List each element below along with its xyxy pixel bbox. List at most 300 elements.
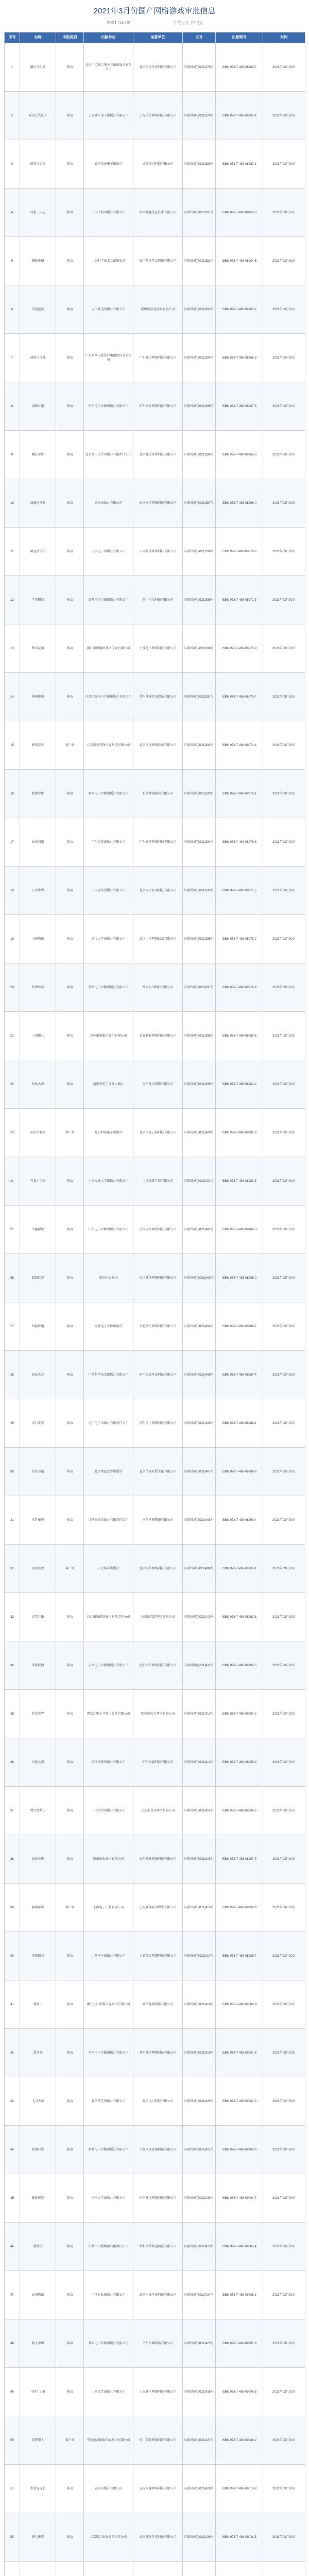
cell-col-category: 移动 [56,2319,84,2368]
cell-col-publisher: 山西电子出版社有限公司 [84,1932,133,1980]
cell-col-publisher: 甘肃电子音像出版社有限公司 [84,2319,133,2368]
cell-col-index: 42 [5,2029,20,2077]
cell-col-operator: 太原精灵网络科技有限公司 [133,1932,183,1980]
cell-col-date: 2021年03月30日 [263,1448,305,1496]
table-row [5,2513,305,2562]
cell-col-publisher: 人民邮电出版社有限公司 [84,285,133,334]
cell-col-publisher: 江苏凤凰电子音像出版社有限公司 [84,673,133,721]
cell-col-name: 餐厅经营记 [20,1787,56,1835]
cell-col-category: 移动 [56,1593,84,1641]
table-row [5,624,305,673]
cell-col-operator: 长春霸业网络科技有限公司 [133,1012,183,1060]
cell-col-index: 9 [5,431,20,479]
cell-col-index: 32 [5,1545,20,1593]
cell-col-date: 2021年03月30日 [263,1351,305,1399]
cell-col-date: 2021年03月30日 [263,1012,305,1060]
article-meta [0,18,309,28]
cell-col-isbn: ISBN 978-7-498-08998-0 [216,1884,263,1932]
cell-col-index: 26 [5,1254,20,1302]
cell-col-isbn: ISBN 978-7-498-08997-3 [216,1835,263,1884]
cell-col-operator: 福州渔乐网络有限公司 [133,1060,183,1109]
cell-col-name: 极速赛车 [20,721,56,770]
cell-col-index: 20 [5,963,20,1012]
cell-col-approval-no: 国新出审[2021]398号 [183,1012,216,1060]
cell-col-date: 2021年03月30日 [263,2271,305,2319]
cell-col-name: 爱消除 [20,2029,56,2077]
cell-col-date: 2021年03月30日 [263,2416,305,2465]
cell-col-operator: 呼和浩特仙途网络有限公司 [133,2223,183,2271]
cell-col-date: 2021年03月30日 [263,431,305,479]
cell-col-isbn: ISBN 978-7-498-08996-6 [216,1787,263,1835]
table-row [5,285,305,334]
cell-col-isbn: ISBN 978-7-498-09009-2 [216,2416,263,2465]
cell-col-index: 4 [5,189,20,237]
cell-col-publisher: 福建省电子音像出版社 [84,1060,133,1109]
cell-col-isbn: ISBN 978-7-498-08968-3 [216,431,263,479]
cell-col-index: 11 [5,528,20,576]
cell-col-publisher: 上海交通大学出版社有限公司 [84,1157,133,1206]
cell-col-isbn: ISBN 978-7-498-08991-1 [216,1545,263,1593]
table-row [5,2126,305,2174]
cell-col-date: 2021年03月30日 [263,2126,305,2174]
cell-col-name [20,2562,56,2576]
cell-col-name: 像素冒险 [20,770,56,818]
cell-col-operator: 天津萌动网络科技有限公司 [133,528,183,576]
cell-col-name: 方块世界 [20,867,56,915]
cell-col-date: 2021年03月30日 [263,237,305,285]
cell-col-name: 水果连连看 [20,2465,56,2513]
table-row [5,237,305,285]
table-row [5,2465,305,2513]
cell-col-index: 15 [5,721,20,770]
cell-col-category: 移动 [56,1448,84,1496]
cell-col-category: 移动 [56,2271,84,2319]
cell-col-isbn: ISBN 978-7-498-08976-8 [216,818,263,867]
cell-col-isbn: ISBN 978-7-498-08977-5 [216,867,263,915]
cell-col-approval-no [183,2562,216,2576]
cell-col-index: 21 [5,1012,20,1060]
table-row [5,2368,305,2416]
cell-col-name: 仙侠问道 [20,818,56,867]
cell-col-date: 2021年03月30日 [263,2465,305,2513]
cell-col-date: 2021年03月30日 [263,1690,305,1738]
cell-col-publisher: 中国书籍出版社有限公司 [84,189,133,237]
cell-col-date: 2021年03月30日 [263,1254,305,1302]
cell-col-category: 移动 [56,92,84,140]
cell-col-operator: 北京绿茵网络科技有限公司 [133,1545,183,1593]
cell-col-operator: 北京星际云游科技有限公司 [133,1109,183,1157]
table-row [5,1206,305,1254]
cell-col-index: 5 [5,237,20,285]
cell-col-name: 萌宠消消乐 [20,528,56,576]
cell-col-date: 2021年03月30日 [263,1302,305,1351]
table-row [5,1787,305,1835]
cell-col-name: 飞刀大师 [20,2077,56,2126]
cell-col-operator: 昆明塔防网络科技有限公司 [133,1641,183,1690]
cell-col-category: 移动 [56,431,84,479]
cell-col-approval-no: 国新出审[2021]388号 [183,528,216,576]
cell-col-date: 2021年03月30日 [263,1932,305,1980]
header-col-publisher: 出版单位 [84,32,133,43]
cell-col-category: 移动 [56,2126,84,2174]
cell-col-operator: 广州趣玩网络科技有限公司 [133,334,183,382]
cell-col-approval-no: 国新出审[2021]423号 [183,2223,216,2271]
cell-col-approval-no: 国新出审[2021]429号 [183,2513,216,2562]
cell-col-index: 28 [5,1351,20,1399]
table-row [5,1690,305,1738]
cell-col-publisher: 湖南电子音像出版社有限公司 [84,770,133,818]
cell-col-approval-no: 国新出审[2021]387号 [183,479,216,528]
cell-col-category: 移动 [56,818,84,867]
cell-col-index: 52 [5,2513,20,2562]
cell-col-name: 海岛大亨 [20,1351,56,1399]
cell-col-date: 2021年03月30日 [263,189,305,237]
cell-col-isbn: ISBN 978-7-498-08994-2 [216,1690,263,1738]
cell-col-category: 移动 [56,1060,84,1109]
cell-col-category: 移动 [56,2029,84,2077]
cell-col-date: 2021年03月30日 [263,479,305,528]
cell-col-publisher: 北京科海电子出版社 [84,1109,133,1157]
cell-col-date: 2021年03月30日 [263,818,305,867]
cell-col-date: 2021年03月30日 [263,1593,305,1641]
cell-col-operator: 北京疾速网络技术有限公司 [133,721,183,770]
table-row [5,334,305,382]
cell-col-index: 38 [5,1835,20,1884]
cell-col-operator: 北京魔灵互娱科技有限公司 [133,431,183,479]
cell-col-operator: 北京神兵互娱科技有限公司 [133,2513,183,2562]
table-body [5,43,305,2576]
cell-col-name: 星途远航 [20,285,56,334]
cell-col-date: 2021年03月30日 [263,673,305,721]
cell-col-index: 1 [5,43,20,92]
cell-col-date: 2021年03月30日 [263,528,305,576]
cell-col-isbn: ISBN 978-7-498-08999-7 [216,1932,263,1980]
cell-col-isbn: ISBN 978-7-498-09008-5 [216,2368,263,2416]
cell-col-category: 移动 [56,2077,84,2126]
table-row [5,1448,305,1496]
cell-col-date: 2021年03月30日 [263,334,305,382]
cell-col-category: 移动 [56,237,84,285]
cell-col-name: 宫廷秘史 [20,1496,56,1545]
cell-col-publisher: 北京理工大学出版社有限责任公司 [84,431,133,479]
cell-col-operator: 合肥西行网络科技有限公司 [133,1302,183,1351]
cell-col-operator: 杭州剑影网络科技有限公司 [133,382,183,431]
cell-col-isbn: ISBN 978-7-498-08988-1 [216,1399,263,1448]
table-row [5,915,305,963]
cell-col-approval-no: 国新出审[2021]424号 [183,2271,216,2319]
cell-col-name: 末日求生 [20,1399,56,1448]
cell-col-isbn: ISBN 978-7-498-08979-9 [216,963,263,1012]
table-row [5,1157,305,1206]
cell-col-isbn: ISBN 978-7-498-08971-3 [216,576,263,624]
cell-col-index: 24 [5,1157,20,1206]
cell-col-operator: 北京星河互娱科技有限公司 [133,43,183,92]
cell-col-operator: 上海赛博互动娱乐有限公司 [133,1884,183,1932]
cell-col-name: 恐龙世界 [20,1690,56,1738]
cell-col-publisher: 河北出版传媒集团有限责任公司 [84,1593,133,1641]
cell-col-date: 2021年03月30日 [263,2513,305,2562]
cell-col-index: 31 [5,1496,20,1545]
table-row [5,1980,305,2029]
cell-col-approval-no: 国新出审[2021]417号 [183,1932,216,1980]
cell-col-category: 移动 [56,334,84,382]
cell-col-name: 星际争霸者 [20,1109,56,1157]
cell-col-category: 移动 [56,1351,84,1399]
cell-col-date: 2021年03月30日 [263,1738,305,1787]
cell-col-index: 37 [5,1787,20,1835]
cell-col-name: 西游降魔 [20,1302,56,1351]
cell-col-approval-no: 国新出审[2021]380号 [183,140,216,189]
cell-col-publisher: 武汉大学出版社有限公司 [84,915,133,963]
cell-col-approval-no: 国新出审[2021]381号 [183,189,216,237]
cell-col-date: 2021年03月30日 [263,1787,305,1835]
cell-col-isbn: ISBN 978-7-498-08964-5 [216,237,263,285]
cell-col-publisher: 青岛出版社有限公司 [84,2465,133,2513]
table-row [5,1932,305,1980]
cell-col-approval-no: 国新出审[2021]406号 [183,1399,216,1448]
cell-col-date: 2021年03月30日 [263,140,305,189]
cell-col-operator: 上海牌乐网络科技有限公司 [133,2368,183,2416]
cell-col-operator: 南宁海岛互动科技有限公司 [133,1351,183,1399]
cell-col-category: 移动 [56,770,84,818]
cell-col-approval-no: 国新出审[2021]422号 [183,2174,216,2223]
cell-col-date: 2021年03月30日 [263,721,305,770]
publish-date: 2021-04-02 [106,20,130,25]
cell-col-isbn: ISBN 978-7-498-08986-7 [216,1302,263,1351]
cell-col-isbn: ISBN 978-7-498-09010-8 [216,2465,263,2513]
table-row [5,2562,305,2576]
cell-col-category: 移动 [56,2368,84,2416]
cell-col-category: 移动 [56,576,84,624]
cell-col-date [263,2562,305,2576]
cell-col-approval-no: 国新出审[2021]393号 [183,770,216,818]
cell-col-name: 消除大作战 [20,334,56,382]
table-row [5,2319,305,2368]
header-col-date: 时间 [263,32,305,43]
cell-col-operator: 沈阳求生网络科技有限公司 [133,1399,183,1448]
cell-col-publisher: 上海科学技术文献出版社 [84,237,133,285]
cell-col-category: 客户端 [56,1884,84,1932]
cell-col-date: 2021年03月30日 [263,2319,305,2368]
cell-col-date: 2021年03月30日 [263,576,305,624]
cell-col-category: 移动 [56,1012,84,1060]
cell-col-isbn: ISBN 978-7-498-08965-2 [216,285,263,334]
cell-col-operator: 重庆球场网络科技有限公司 [133,1254,183,1302]
cell-col-category: 移动 [56,1206,84,1254]
cell-col-name: 荒野猎人 [20,2416,56,2465]
cell-col-isbn: ISBN 978-7-498-08970-6 [216,528,263,576]
cell-col-isbn: ISBN 978-7-498-08966-9 [216,334,263,382]
cell-col-approval-no: 国新出审[2021]401号 [183,1157,216,1206]
cell-col-category: 移动 [56,2223,84,2271]
cell-col-name: 战舰指挥官 [20,479,56,528]
cell-col-name: 忍者之路 [20,1593,56,1641]
cell-col-isbn: ISBN 978-7-498-08989-8 [216,1448,263,1496]
cell-col-publisher: 中国纺织出版社有限公司 [84,1787,133,1835]
cell-col-approval-no: 国新出审[2021]399号 [183,1060,216,1109]
cell-col-index: 16 [5,770,20,818]
table-header [5,32,305,43]
cell-col-category: 移动 [56,1738,84,1787]
table-row [5,2029,305,2077]
table-row [5,1399,305,1448]
cell-col-publisher: 山东电子音像出版社有限公司 [84,1206,133,1254]
cell-col-date: 2021年03月30日 [263,2368,305,2416]
page-title: 2021年3月份国产网络游戏审批信息 [93,7,216,15]
cell-col-category: 客户端 [56,1545,84,1593]
cell-col-publisher: 新疆电子音像出版社有限公司 [84,2126,133,2174]
cell-col-approval-no: 国新出审[2021]394号 [183,818,216,867]
cell-col-isbn: ISBN 978-7-498-09004-7 [216,2174,263,2223]
cell-col-isbn: ISBN 978-7-498-08960-7 [216,43,263,92]
cell-col-category: 移动 [56,1690,84,1738]
table-row [5,2416,305,2465]
table-row [5,1835,305,1884]
cell-col-index: 34 [5,1641,20,1690]
cell-col-name: 钓鱼大师 [20,1060,56,1109]
cell-col-category: 移动 [56,1496,84,1545]
cell-col-index: 13 [5,624,20,673]
cell-col-operator: 厦门萌宠互动网络有限公司 [133,237,183,285]
cell-col-category: 移动 [56,673,84,721]
cell-col-date: 2021年03月30日 [263,1835,305,1884]
cell-col-publisher: 北京华艺出版社有限公司 [84,2077,133,2126]
cell-col-approval-no: 国新出审[2021]425号 [183,2319,216,2368]
table-row [5,1109,305,1157]
cell-col-index: 35 [5,1690,20,1738]
cell-col-name: 解谜密室 [20,2174,56,2223]
cell-col-category [56,2562,84,2576]
cell-col-approval-no: 国新出审[2021]421号 [183,2126,216,2174]
cell-col-operator: 海南海风网络科技有限公司 [133,479,183,528]
cell-col-category: 移动 [56,915,84,963]
cell-col-isbn: ISBN 978-7-498-08980-5 [216,1012,263,1060]
cell-col-date: 2021年03月30日 [263,1399,305,1448]
cell-col-publisher: 海南出版社有限公司 [84,479,133,528]
cell-col-publisher [84,2562,133,2576]
cell-col-isbn: ISBN 978-7-498-08972-0 [216,624,263,673]
cell-col-isbn: ISBN 978-7-498-08963-8 [216,189,263,237]
cell-col-date: 2021年03月30日 [263,2174,305,2223]
cell-col-operator [133,2562,183,2576]
cell-col-publisher: 广西科学技术出版社有限公司 [84,1351,133,1399]
table-row [5,1254,305,1302]
cell-col-index: 12 [5,576,20,624]
font-size-selector[interactable]: 字号 [大 中 小] [173,20,203,25]
cell-col-name: 宠物精灵 [20,1932,56,1980]
cell-col-publisher: 内蒙古出版集团有限责任公司 [84,2223,133,2271]
cell-col-date: 2021年03月30日 [263,1545,305,1593]
cell-col-approval-no: 国新出审[2021]405号 [183,1351,216,1399]
cell-col-isbn: ISBN 978-7-498-09001-6 [216,2029,263,2077]
cell-col-index: 18 [5,867,20,915]
cell-col-index: 45 [5,2174,20,2223]
cell-col-name: 侠客风云传 [20,140,56,189]
cell-col-operator: 南京谜境网络科技有限公司 [133,2174,183,2223]
cell-col-operator: 广州仙游网络科技有限公司 [133,818,183,867]
cell-col-isbn: ISBN 978-7-498-08990-4 [216,1496,263,1545]
cell-col-publisher: 杭州电子音像出版社有限公司 [84,382,133,431]
cell-col-publisher: 河南电子音像出版社有限公司 [84,2029,133,2077]
cell-col-approval-no: 国新出审[2021]410号 [183,1593,216,1641]
cell-col-name: 古墓探险 [20,1206,56,1254]
cell-col-isbn: ISBN 978-7-498-08975-1 [216,770,263,818]
cell-col-publisher: 中国青年出版社有限公司 [84,867,133,915]
cell-col-approval-no: 国新出审[2021]403号 [183,1254,216,1302]
cell-col-isbn: ISBN 978-7-498-08974-4 [216,721,263,770]
cell-col-publisher: 上海浦东电子出版社有限公司 [84,92,133,140]
cell-col-name: 农场物语 [20,2271,56,2319]
cell-col-date: 2021年03月30日 [263,382,305,431]
cell-col-category: 移动 [56,2174,84,2223]
cell-col-publisher: 北京联合出版有限责任公司 [84,2513,133,2562]
cell-col-name: 梦幻花园 [20,624,56,673]
cell-col-approval-no: 国新出审[2021]420号 [183,2077,216,2126]
cell-col-isbn: ISBN 978-7-498-08995-9 [216,1738,263,1787]
cell-col-approval-no: 国新出审[2021]397号 [183,963,216,1012]
cell-col-publisher: 南京大学出版社有限公司 [84,2174,133,2223]
cell-col-publisher: 成都电子音像出版社有限公司 [84,576,133,624]
cell-col-category: 移动 [56,2465,84,2513]
cell-col-publisher: 天津电子出版社有限公司 [84,528,133,576]
cell-col-name: 修仙传 [20,2223,56,2271]
cell-col-isbn: ISBN 978-7-498-08987-4 [216,1351,263,1399]
cell-col-category: 移动 [56,1787,84,1835]
cell-col-isbn: ISBN 978-7-498-09007-8 [216,2319,263,2368]
cell-col-date: 2021年03月30日 [263,867,305,915]
cell-col-index: 41 [5,1980,20,2029]
header-col-index: 序号 [5,32,20,43]
table-row [5,867,305,915]
cell-col-publisher: 云南电子音像出版社有限公司 [84,1641,133,1690]
cell-col-operator: 上海乐鱼网络科技有限公司 [133,92,183,140]
cell-col-publisher: 吉林出版集团股份有限公司 [84,1012,133,1060]
cell-col-publisher: 安徽电子音像出版社 [84,1302,133,1351]
cell-col-isbn: ISBN 978-7-498-08978-2 [216,915,263,963]
table-row [5,2174,305,2223]
cell-col-isbn: ISBN 978-7-498-08985-0 [216,1254,263,1302]
cell-col-name: 神域传说 [20,673,56,721]
table-row [5,818,305,867]
cell-col-approval-no: 国新出审[2021]407号 [183,1448,216,1496]
cell-col-publisher: 广东经济出版社有限公司 [84,818,133,867]
header-col-approval-no: 文号 [183,32,216,43]
cell-col-index [5,2562,20,2576]
cell-col-name: 小镇物语 [20,915,56,963]
cell-col-approval-no: 国新出审[2021]408号 [183,1496,216,1545]
cell-col-category: 移动 [56,285,84,334]
table-row [5,1545,305,1593]
cell-col-publisher: 北京新华先锋出版科技有限公司 [84,721,133,770]
cell-col-publisher: 中国农业出版社有限公司 [84,2271,133,2319]
cell-col-name: 王者棋局 [20,576,56,624]
cell-col-name: 剑影江湖 [20,382,56,431]
cell-col-name: 篮球巨星 [20,1254,56,1302]
cell-col-operator: 南京游趣信息技术有限公司 [133,189,183,237]
cell-col-approval-no: 国新出审[2021]391号 [183,673,216,721]
cell-col-date: 2021年03月30日 [263,1884,305,1932]
cell-col-operator: 苏州神域互动娱乐有限公司 [133,673,183,721]
cell-col-operator: 北京方块互动科技有限公司 [133,867,183,915]
cell-col-operator: 北京田园互娱科技有限公司 [133,2271,183,2319]
cell-col-date: 2021年03月30日 [263,1109,305,1157]
cell-col-category: 移动 [56,1157,84,1206]
cell-col-operator: 成都墨羽科技有限公司 [133,140,183,189]
cell-col-isbn: ISBN 978-7-498-08981-2 [216,1060,263,1109]
cell-col-category: 移动 [56,43,84,92]
cell-col-name: 武林外传 [20,1835,56,1884]
header-col-isbn: 出版物号 [216,32,263,43]
